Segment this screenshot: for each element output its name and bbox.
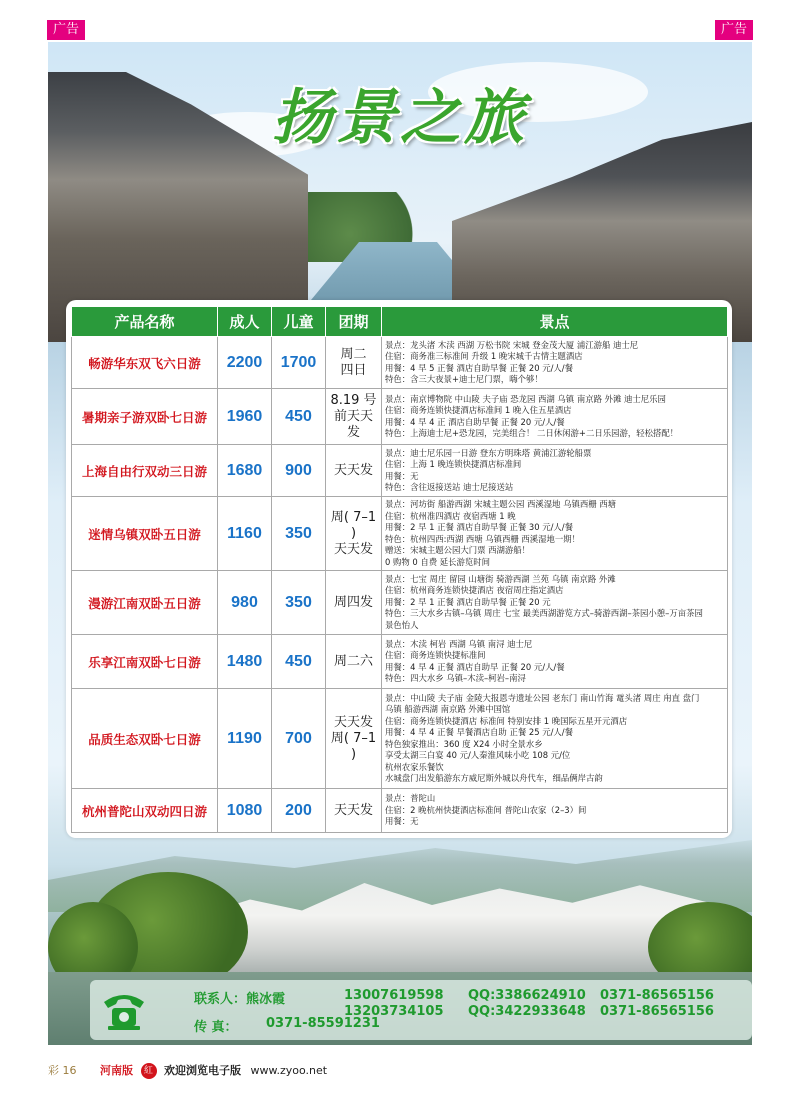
attraction-line: 住宿：商务连锁快捷酒店标准间 1 晚入住五星酒店 [385,405,572,415]
tour-dates [326,635,382,689]
attraction-line: 景点：南京博物院 中山陵 夫子庙 恐龙园 西湖 乌镇 南京路 外滩 迪士尼乐园 [385,393,666,404]
tour-date-line: 周二 [340,346,367,362]
table-row [72,445,728,497]
edition-label: 河南版 [100,1064,133,1077]
fax-number: 0371-85591231 [266,1016,380,1031]
header-child: 儿童 [272,307,326,337]
mobile-number-2: 13203734105 [344,1004,444,1019]
brand-badge: 紅 [141,1063,157,1079]
tour-date-line: 天天发 [333,802,373,818]
product-name: 漫游江南双卧五日游 [72,571,218,635]
attractions [382,497,728,571]
tour-dates [326,337,382,389]
child-price: 900 [272,445,326,497]
attraction-line: 赠送：宋城主题公园大门票 西湖游船！ [385,545,531,555]
header-tour-dates: 团期 [326,307,382,337]
adult-price: 1190 [218,689,272,789]
adult-price: 1080 [218,789,272,833]
attractions [382,389,728,445]
tour-date-line: 周四发 [333,594,373,610]
tour-table-panel [66,300,732,838]
page-number: 彩 16 [48,1064,77,1077]
adult-price: 1680 [218,445,272,497]
attraction-line: 特色独家推出：360 度 X24 小时全景水乡 [385,738,543,749]
ad-label-right: 广告 [715,20,753,40]
attraction-line: 特色：含三大夜景+迪士尼门票，嗨个够！ [385,374,543,384]
tour-date-line: 四日 [340,362,367,378]
attraction-line: 用餐：无 [385,470,419,481]
travel-poster [48,42,752,1045]
tour-date-line: 天天发 [333,541,373,557]
attraction-line: 用餐：4 早 4 正餐 早餐酒店自助 正餐 25 元/人/餐 [385,727,573,737]
attraction-line: 用餐：4 早 5 正餐 酒店自助早餐 正餐 20 元/人/餐 [385,362,573,373]
attraction-line: 景点：河坊街 船游西湖 宋城主题公园 西溪湿地 乌镇西栅 西塘 [385,499,617,509]
tour-date-line: 周( 7–1 ) [330,730,377,762]
attractions [382,337,728,389]
attraction-line: 住宿：商务连锁快捷标准间 [385,650,486,660]
product-name: 暑期亲子游双卧七日游 [72,389,218,445]
adult-price: 980 [218,571,272,635]
table-row [72,497,728,571]
page-footer [48,1062,327,1082]
attraction-line: 住宿：上海 1 晚连锁快捷酒店标准间 [385,459,522,469]
attraction-line: 住宿：商务连锁快捷酒店 标准间 特别安排 1 晚国际五星开元酒店 [385,715,628,726]
attraction-line: 用餐：2 早 1 正餐 酒店自助早餐 正餐 20 元 [385,596,551,607]
product-name: 畅游华东双飞六日游 [72,337,218,389]
attraction-line: 用餐：4 早 4 正餐 酒店自助早 正餐 20 元/人/餐 [385,661,565,672]
attraction-line: 特色：杭州四西:西湖 西塘 乌镇西栅 西溪湿地一期！ [385,533,581,544]
table-row [72,689,728,789]
tour-dates [326,571,382,635]
child-price: 350 [272,497,326,571]
header-adult: 成人 [218,307,272,337]
child-price: 350 [272,571,326,635]
tour-date-line: 发 [346,424,360,440]
attraction-line: 用餐：2 早 1 正餐 酒店自助早餐 正餐 30 元/人/餐 [385,522,573,532]
child-price: 200 [272,789,326,833]
header-attractions: 景点 [382,307,728,337]
qq-number-1: QQ:3386624910 [468,988,586,1003]
attraction-line: 景点：普陀山 [385,793,436,804]
tour-dates [326,689,382,789]
product-name: 乐享江南双卧七日游 [72,635,218,689]
product-name: 杭州普陀山双动四日游 [72,789,218,833]
attraction-line: 景点：七宝 周庄 留园 山塘街 骑游西湖 兰苑 乌镇 南京路 外滩 [385,573,616,584]
attraction-line: 住宿：杭州准四酒店 夜宿西塘 1 晚 [385,510,516,521]
attractions [382,789,728,833]
attraction-line: 特色：三大水乡古镇–乌镇 周庄 七宝 最美西湖游览方式–骑游西湖–茶园小憩–万亩茶园 [385,608,703,619]
attraction-line: 杭州农家乐餐饮 [385,761,444,772]
tel-number-1: 0371-86565156 [600,988,714,1003]
qq-number-2: QQ:3422933648 [468,1004,586,1019]
mobile-number-1: 13007619598 [344,988,444,1003]
child-price: 700 [272,689,326,789]
attraction-line: 特色：四大水乡 乌镇–木渎–柯岩–南浔 [385,673,526,683]
table-row [72,635,728,689]
tour-table [71,306,728,833]
adult-price: 1480 [218,635,272,689]
attraction-line: 住宿：2 晚杭州快捷酒店标准间 普陀山农家（2–3）间 [385,804,587,815]
tour-date-line: 天天发 [333,462,373,478]
tour-date-line: 天天发 [333,714,373,730]
tour-dates [326,389,382,445]
attraction-line: 景色怡人 [385,619,419,630]
attractions [382,689,728,789]
adult-price: 2200 [218,337,272,389]
fax-label: 传 真： [194,1020,238,1035]
header-product: 产品名称 [72,307,218,337]
child-price: 450 [272,389,326,445]
tour-date-line: 周( 7–1 ) [330,509,377,541]
attraction-line: 景点：龙头渚 木渎 西湖 万松书院 宋城 登金茂大厦 浦江游船 迪士尼 [385,339,639,350]
tour-dates [326,789,382,833]
attraction-line: 用餐：4 早 4 正 酒店自助早餐 正餐 20 元/人/餐 [385,416,565,427]
child-price: 1700 [272,337,326,389]
table-header-row [72,307,728,337]
tour-date-line: 周二六 [333,653,373,669]
attraction-line: 特色：含往返接送站 迪士尼接送站 [385,482,514,492]
welcome-text: 欢迎浏览电子版 [164,1064,241,1077]
table-row [72,389,728,445]
attraction-line: 景点：迪士尼乐园一日游 登东方明珠塔 黄浦江游轮船票 [385,447,592,458]
product-name: 品质生态双卧七日游 [72,689,218,789]
attraction-line: 0 购物 0 自费 延长游览时间 [385,556,491,567]
attractions [382,571,728,635]
adult-price: 1160 [218,497,272,571]
ad-label-left: 广告 [47,20,85,40]
attraction-line: 特色：上海迪士尼+恐龙园，完美组合！ 二日休闲游+二日乐园游，轻松搭配！ [385,428,679,438]
attraction-line: 享受太湖三白宴 40 元/人秦淮风味小吃 108 元/位 [385,750,571,760]
site-url[interactable]: www.zyoo.net [250,1064,328,1077]
child-price: 450 [272,635,326,689]
attraction-line: 景点：木渎 柯岩 西湖 乌镇 南浔 迪士尼 [385,638,533,649]
attractions [382,635,728,689]
attraction-line: 乌镇 船游西湖 南京路 外滩中国馆 [385,704,511,714]
product-name: 上海自由行双动三日游 [72,445,218,497]
poster-title: 扬景之旅 [272,83,528,153]
attraction-line: 住宿：商务准三标准间 升级 1 晚宋城千古情主题酒店 [385,351,583,361]
telephone-icon [100,988,148,1032]
tel-number-2: 0371-86565156 [600,1004,714,1019]
attraction-line: 水城盘门出发船游东方威尼斯外城以舟代车，细品俩岸古韵 [385,773,603,783]
tour-date-line: 前天天 [333,408,373,424]
contact-panel [90,980,752,1040]
tour-date-line: 8.19 号 [330,392,377,408]
contact-person: 联系人：熊冰霞 [194,992,286,1007]
attraction-line: 住宿：杭州商务连锁快捷酒店 夜宿周庄指定酒店 [385,585,564,596]
table-row [72,337,728,389]
attractions [382,445,728,497]
table-row [72,571,728,635]
table-row [72,789,728,833]
attraction-line: 景点：中山陵 夫子庙 金陵大报恩寺遗址公园 老东门 南山竹海 鼋头渚 周庄 甪直 盘门 [385,692,700,703]
attraction-line: 用餐：无 [385,816,419,827]
tour-dates [326,445,382,497]
product-name: 迷情乌镇双卧五日游 [72,497,218,571]
tour-dates [326,497,382,571]
adult-price: 1960 [218,389,272,445]
